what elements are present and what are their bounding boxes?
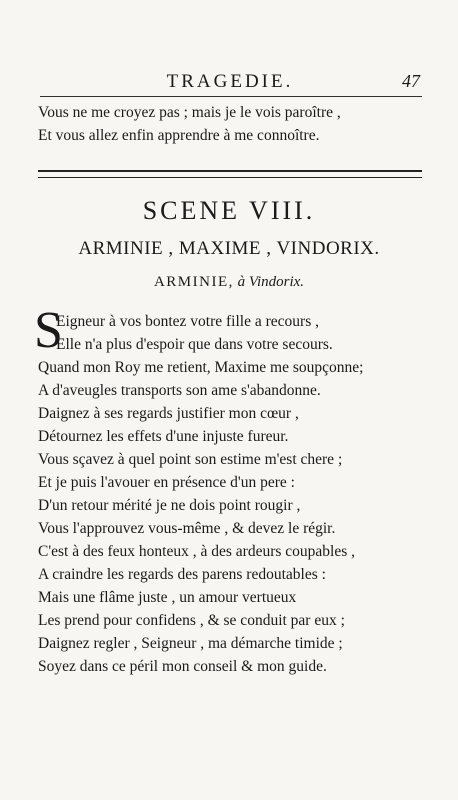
scene-title: SCENE VIII. xyxy=(142,196,316,225)
speaker-name: ARMINIE, xyxy=(153,274,234,290)
scene-divider xyxy=(38,170,422,178)
verse-line: Vous ne me croyez pas ; mais je le vois paroître , xyxy=(38,104,341,121)
drop-cap: S xyxy=(34,302,63,359)
verse-line: Daignez regler , Seigneur , ma démarche timide ; xyxy=(38,635,343,652)
scene-characters: ARMINIE , MAXIME , VINDORIX. xyxy=(78,238,380,259)
verse-line: Et vous allez enfin apprendre à me connoître. xyxy=(38,127,320,144)
running-head xyxy=(40,71,420,95)
verse-line: Les prend pour confidens , & se conduit par eux ; xyxy=(38,612,345,629)
verse-line: Soyez dans ce péril mon conseil & mon guide. xyxy=(38,658,327,675)
verse-line: C'est à des feux honteux , à des ardeurs coupables , xyxy=(38,543,356,560)
page-number: 47 xyxy=(402,71,420,91)
speech-verse xyxy=(38,310,428,678)
continued-verse xyxy=(38,101,428,147)
verse-line: Mais une flâme juste , un amour vertueux xyxy=(38,589,297,606)
verse-line: Elle n'a plus d'espoir que dans votre secours. xyxy=(56,336,333,353)
verse-line: Eigneur à vos bontez votre fille a recours , xyxy=(56,313,319,330)
verse-line: Vous l'approuvez vous-même , & devez le régir. xyxy=(38,520,336,537)
verse-line: D'un retour mérité je ne dois point rougir , xyxy=(38,497,301,514)
verse-line: Vous sçavez à quel point son estime m'est chere ; xyxy=(38,451,343,468)
verse-line: A craindre les regards des parens redoutables : xyxy=(38,566,326,583)
speaker-line xyxy=(0,274,458,291)
verse-line: Détournez les effets d'une injuste fureur. xyxy=(38,428,289,445)
running-title: TRAGEDIE. xyxy=(166,71,294,92)
verse-line: A d'aveugles transports son ame s'abandonne. xyxy=(38,382,321,399)
stage-direction: à Vindorix. xyxy=(233,274,305,290)
verse-line: Et je puis l'avouer en présence d'un pere : xyxy=(38,474,295,491)
verse-line: Quand mon Roy me retient, Maxime me soupçonne; xyxy=(38,359,364,376)
verse-line: Daignez à ses regards justifier mon cœur , xyxy=(38,405,299,422)
header-rule xyxy=(40,96,422,97)
